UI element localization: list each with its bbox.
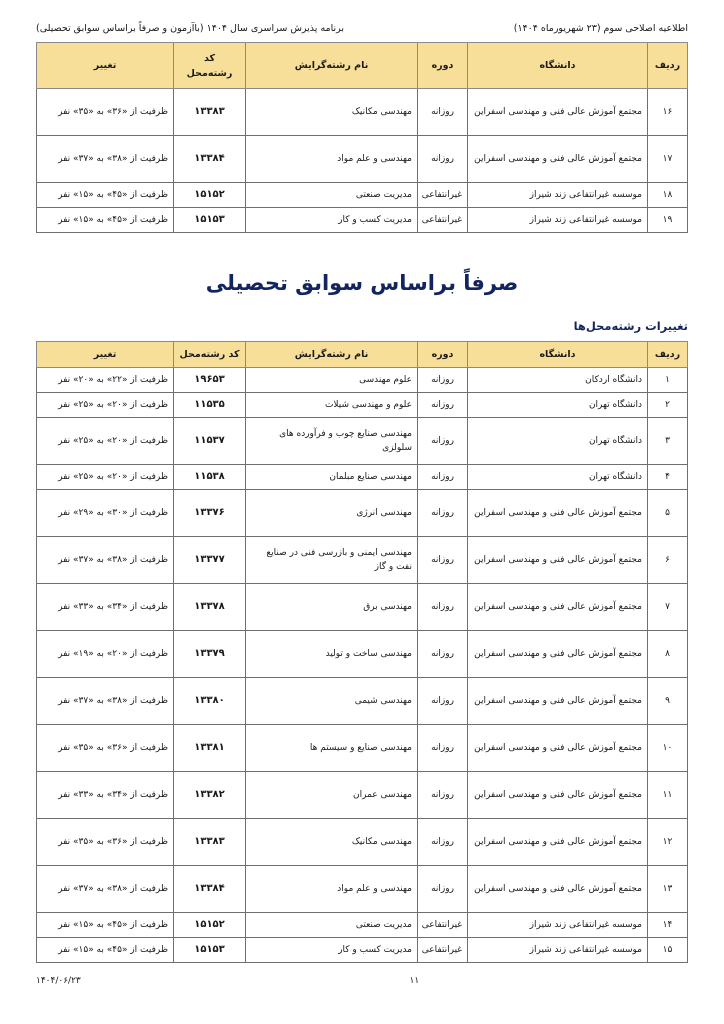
cell-taghir: ظرفیت از «۲۰» به «۲۵» نفر bbox=[37, 465, 174, 490]
cell-dore: روزانه bbox=[418, 584, 468, 631]
cell-university: مجتمع آموزش عالی فنی و مهندسی اسفراین bbox=[468, 631, 648, 678]
cell-taghir: ظرفیت از «۲۰» به «۲۵» نفر bbox=[37, 418, 174, 465]
top-table-wrapper bbox=[0, 42, 724, 233]
cell-dore: روزانه bbox=[418, 89, 468, 136]
cell-university: مجتمع آموزش عالی فنی و مهندسی اسفراین bbox=[468, 725, 648, 772]
document-footer bbox=[0, 976, 724, 986]
col-header-reshte-gerayesh: نام رشته‌گرایش bbox=[246, 43, 418, 89]
cell-radif: ۳ bbox=[648, 418, 688, 465]
cell-dore: روزانه bbox=[418, 678, 468, 725]
cell-code-reshte-mahal: ۱۳۳۸۲ bbox=[174, 772, 246, 819]
cell-taghir: ظرفیت از «۳۶» به «۳۵» نفر bbox=[37, 819, 174, 866]
cell-university: دانشگاه تهران bbox=[468, 465, 648, 490]
cell-reshte-gerayesh: مدیریت کسب و کار bbox=[246, 938, 418, 963]
cell-taghir: ظرفیت از «۳۶» به «۳۵» نفر bbox=[37, 89, 174, 136]
cell-reshte-gerayesh: مدیریت صنعتی bbox=[246, 913, 418, 938]
cell-dore: روزانه bbox=[418, 725, 468, 772]
table-row bbox=[37, 866, 688, 913]
section-main-heading: صرفاً براساس سوابق تحصیلی bbox=[205, 271, 519, 296]
cell-reshte-gerayesh: مهندسی انرژی bbox=[246, 490, 418, 537]
cell-taghir: ظرفیت از «۳۸» به «۳۷» نفر bbox=[37, 866, 174, 913]
cell-code-reshte-mahal: ۱۳۳۸۴ bbox=[174, 866, 246, 913]
cell-radif: ۱۱ bbox=[648, 772, 688, 819]
cell-university: مجتمع آموزش عالی فنی و مهندسی اسفراین bbox=[468, 89, 648, 136]
cell-reshte-gerayesh: علوم مهندسی bbox=[246, 368, 418, 393]
cell-radif: ۵ bbox=[648, 490, 688, 537]
cell-code-reshte-mahal: ۱۳۳۸۴ bbox=[174, 136, 246, 183]
cell-taghir: ظرفیت از «۳۶» به «۳۵» نفر bbox=[37, 725, 174, 772]
cell-code-reshte-mahal: ۱۵۱۵۲ bbox=[174, 183, 246, 208]
table-row bbox=[37, 393, 688, 418]
cell-dore: روزانه bbox=[418, 631, 468, 678]
cell-university: دانشگاه تهران bbox=[468, 393, 648, 418]
cell-reshte-gerayesh: مهندسی شیمی bbox=[246, 678, 418, 725]
table-row bbox=[37, 678, 688, 725]
footer-date: ۱۴۰۴/۰۶/۲۳ bbox=[36, 976, 81, 986]
cell-university: مجتمع آموزش عالی فنی و مهندسی اسفراین bbox=[468, 136, 648, 183]
cell-code-reshte-mahal: ۱۳۳۷۶ bbox=[174, 490, 246, 537]
col-header-university-2: دانشگاه bbox=[468, 342, 648, 368]
cell-radif: ۲ bbox=[648, 393, 688, 418]
cell-code-reshte-mahal: ۱۱۵۳۷ bbox=[174, 418, 246, 465]
cell-code-reshte-mahal: ۱۳۳۸۳ bbox=[174, 819, 246, 866]
cell-reshte-gerayesh: علوم و مهندسی شیلات bbox=[246, 393, 418, 418]
changes-table-main bbox=[36, 341, 688, 963]
cell-dore: غیرانتفاعی bbox=[418, 183, 468, 208]
table-row bbox=[37, 631, 688, 678]
cell-taghir: ظرفیت از «۳۸» به «۳۷» نفر bbox=[37, 678, 174, 725]
cell-dore: غیرانتفاعی bbox=[418, 208, 468, 233]
table-row bbox=[37, 136, 688, 183]
cell-university: موسسه غیرانتفاعی زند شیراز bbox=[468, 183, 648, 208]
cell-reshte-gerayesh: مهندسی مکانیک bbox=[246, 89, 418, 136]
table-row bbox=[37, 183, 688, 208]
cell-taghir: ظرفیت از «۴۵» به «۱۵» نفر bbox=[37, 938, 174, 963]
cell-code-reshte-mahal: ۱۳۳۷۹ bbox=[174, 631, 246, 678]
top-table-body bbox=[37, 89, 688, 233]
col-header-code-reshte-mahal bbox=[174, 43, 246, 89]
cell-university: مجتمع آموزش عالی فنی و مهندسی اسفراین bbox=[468, 490, 648, 537]
cell-reshte-gerayesh: مهندسی عمران bbox=[246, 772, 418, 819]
col-header-dore-2: دوره bbox=[418, 342, 468, 368]
cell-taghir: ظرفیت از «۲۲» به «۲۰» نفر bbox=[37, 368, 174, 393]
table-row bbox=[37, 418, 688, 465]
cell-taghir: ظرفیت از «۴۵» به «۱۵» نفر bbox=[37, 208, 174, 233]
cell-taghir: ظرفیت از «۳۰» به «۲۹» نفر bbox=[37, 490, 174, 537]
cell-radif: ۱۸ bbox=[648, 183, 688, 208]
cell-code-reshte-mahal: ۱۵۱۵۳ bbox=[174, 208, 246, 233]
bottom-table-wrapper bbox=[0, 341, 724, 963]
top-table-head bbox=[37, 43, 688, 89]
cell-reshte-gerayesh: مهندسی و علم مواد bbox=[246, 866, 418, 913]
cell-university: دانشگاه تهران bbox=[468, 418, 648, 465]
cell-radif: ۷ bbox=[648, 584, 688, 631]
cell-code-reshte-mahal: ۱۳۳۸۰ bbox=[174, 678, 246, 725]
cell-code-reshte-mahal: ۱۳۳۸۱ bbox=[174, 725, 246, 772]
cell-code-reshte-mahal: ۱۵۱۵۲ bbox=[174, 913, 246, 938]
cell-dore: روزانه bbox=[418, 418, 468, 465]
cell-university: مجتمع آموزش عالی فنی و مهندسی اسفراین bbox=[468, 584, 648, 631]
cell-radif: ۱۰ bbox=[648, 725, 688, 772]
col-header-radif: ردیف bbox=[648, 43, 688, 89]
col-header-university: دانشگاه bbox=[468, 43, 648, 89]
cell-dore: روزانه bbox=[418, 490, 468, 537]
cell-taghir: ظرفیت از «۳۸» به «۳۷» نفر bbox=[37, 537, 174, 584]
cell-reshte-gerayesh: مهندسی برق bbox=[246, 584, 418, 631]
cell-dore: روزانه bbox=[418, 866, 468, 913]
header-bulletin-notice: اطلاعیه اصلاحی سوم (۲۳ شهریورماه ۱۴۰۴) bbox=[513, 23, 688, 34]
section-sub-heading: تغییرات رشته‌محل‌ها bbox=[573, 319, 688, 334]
table-row bbox=[37, 938, 688, 963]
cell-code-reshte-mahal: ۱۱۵۳۸ bbox=[174, 465, 246, 490]
cell-dore: روزانه bbox=[418, 465, 468, 490]
cell-reshte-gerayesh: مهندسی ایمنی و بازرسی فنی در صنایع نفت و گاز bbox=[246, 537, 418, 584]
col-header-code-line1: کد bbox=[203, 52, 215, 64]
cell-university: موسسه غیرانتفاعی زند شیراز bbox=[468, 208, 648, 233]
table-row bbox=[37, 537, 688, 584]
cell-dore: روزانه bbox=[418, 772, 468, 819]
header-program-title: برنامه پذیرش سراسری سال ۱۴۰۴ (باآزمون و صرفاً براساس سوابق تحصیلی) bbox=[36, 23, 345, 34]
cell-university: مجتمع آموزش عالی فنی و مهندسی اسفراین bbox=[468, 772, 648, 819]
cell-code-reshte-mahal: ۱۵۱۵۳ bbox=[174, 938, 246, 963]
cell-taghir: ظرفیت از «۳۸» به «۳۷» نفر bbox=[37, 136, 174, 183]
cell-reshte-gerayesh: مهندسی ساخت و تولید bbox=[246, 631, 418, 678]
cell-university: موسسه غیرانتفاعی زند شیراز bbox=[468, 938, 648, 963]
cell-radif: ۱ bbox=[648, 368, 688, 393]
table-row bbox=[37, 819, 688, 866]
col-header-code-line2: رشته‌محل bbox=[186, 67, 233, 79]
cell-reshte-gerayesh: مهندسی صنایع مبلمان bbox=[246, 465, 418, 490]
cell-radif: ۱۳ bbox=[648, 866, 688, 913]
bottom-table-head bbox=[37, 342, 688, 368]
cell-taghir: ظرفیت از «۳۴» به «۳۳» نفر bbox=[37, 772, 174, 819]
cell-code-reshte-mahal: ۱۳۳۸۳ bbox=[174, 89, 246, 136]
table-row bbox=[37, 772, 688, 819]
cell-university: دانشگاه اردکان bbox=[468, 368, 648, 393]
cell-taghir: ظرفیت از «۴۵» به «۱۵» نفر bbox=[37, 183, 174, 208]
cell-radif: ۹ bbox=[648, 678, 688, 725]
bottom-table-body bbox=[37, 368, 688, 963]
cell-code-reshte-mahal: ۱۹۶۵۳ bbox=[174, 368, 246, 393]
cell-radif: ۴ bbox=[648, 465, 688, 490]
table-row bbox=[37, 490, 688, 537]
col-header-dore: دوره bbox=[418, 43, 468, 89]
cell-reshte-gerayesh: مدیریت صنعتی bbox=[246, 183, 418, 208]
cell-dore: روزانه bbox=[418, 368, 468, 393]
cell-reshte-gerayesh: مدیریت کسب و کار bbox=[246, 208, 418, 233]
cell-dore: روزانه bbox=[418, 819, 468, 866]
table-row bbox=[37, 465, 688, 490]
cell-radif: ۱۵ bbox=[648, 938, 688, 963]
cell-radif: ۱۴ bbox=[648, 913, 688, 938]
cell-university: مجتمع آموزش عالی فنی و مهندسی اسفراین bbox=[468, 819, 648, 866]
col-header-taghir: تغییر bbox=[37, 43, 174, 89]
table-row bbox=[37, 89, 688, 136]
cell-code-reshte-mahal: ۱۳۳۷۸ bbox=[174, 584, 246, 631]
top-table-header-row bbox=[37, 43, 688, 89]
cell-dore: روزانه bbox=[418, 136, 468, 183]
document-running-header bbox=[0, 0, 724, 42]
cell-dore: غیرانتفاعی bbox=[418, 913, 468, 938]
cell-taghir: ظرفیت از «۳۴» به «۳۳» نفر bbox=[37, 584, 174, 631]
cell-reshte-gerayesh: مهندسی و علم مواد bbox=[246, 136, 418, 183]
bottom-table-header-row bbox=[37, 342, 688, 368]
table-row bbox=[37, 208, 688, 233]
cell-code-reshte-mahal: ۱۱۵۳۵ bbox=[174, 393, 246, 418]
cell-taghir: ظرفیت از «۴۵» به «۱۵» نفر bbox=[37, 913, 174, 938]
cell-reshte-gerayesh: مهندسی مکانیک bbox=[246, 819, 418, 866]
cell-radif: ۶ bbox=[648, 537, 688, 584]
cell-radif: ۱۶ bbox=[648, 89, 688, 136]
cell-reshte-gerayesh: مهندسی صنایع چوب و فرآورده های سلولزی bbox=[246, 418, 418, 465]
table-row bbox=[37, 584, 688, 631]
cell-dore: روزانه bbox=[418, 393, 468, 418]
table-row bbox=[37, 913, 688, 938]
col-header-reshte-gerayesh-2: نام رشته‌گرایش bbox=[246, 342, 418, 368]
table-row bbox=[37, 368, 688, 393]
col-header-radif-2: ردیف bbox=[648, 342, 688, 368]
changes-table-continued bbox=[36, 42, 688, 233]
cell-radif: ۱۲ bbox=[648, 819, 688, 866]
cell-university: مجتمع آموزش عالی فنی و مهندسی اسفراین bbox=[468, 678, 648, 725]
cell-university: مجتمع آموزش عالی فنی و مهندسی اسفراین bbox=[468, 537, 648, 584]
cell-reshte-gerayesh: مهندسی صنایع و سیستم ها bbox=[246, 725, 418, 772]
col-header-code-reshte-mahal-2: کد رشته‌محل bbox=[174, 342, 246, 368]
footer-page-number: ۱۱ bbox=[409, 976, 420, 986]
cell-dore: روزانه bbox=[418, 537, 468, 584]
cell-university: موسسه غیرانتفاعی زند شیراز bbox=[468, 913, 648, 938]
cell-dore: غیرانتفاعی bbox=[418, 938, 468, 963]
table-row bbox=[37, 725, 688, 772]
cell-radif: ۱۹ bbox=[648, 208, 688, 233]
cell-radif: ۸ bbox=[648, 631, 688, 678]
cell-radif: ۱۷ bbox=[648, 136, 688, 183]
col-header-taghir-2: تغییر bbox=[37, 342, 174, 368]
cell-taghir: ظرفیت از «۲۰» به «۱۹» نفر bbox=[37, 631, 174, 678]
cell-taghir: ظرفیت از «۲۰» به «۲۵» نفر bbox=[37, 393, 174, 418]
cell-code-reshte-mahal: ۱۳۳۷۷ bbox=[174, 537, 246, 584]
cell-university: مجتمع آموزش عالی فنی و مهندسی اسفراین bbox=[468, 866, 648, 913]
